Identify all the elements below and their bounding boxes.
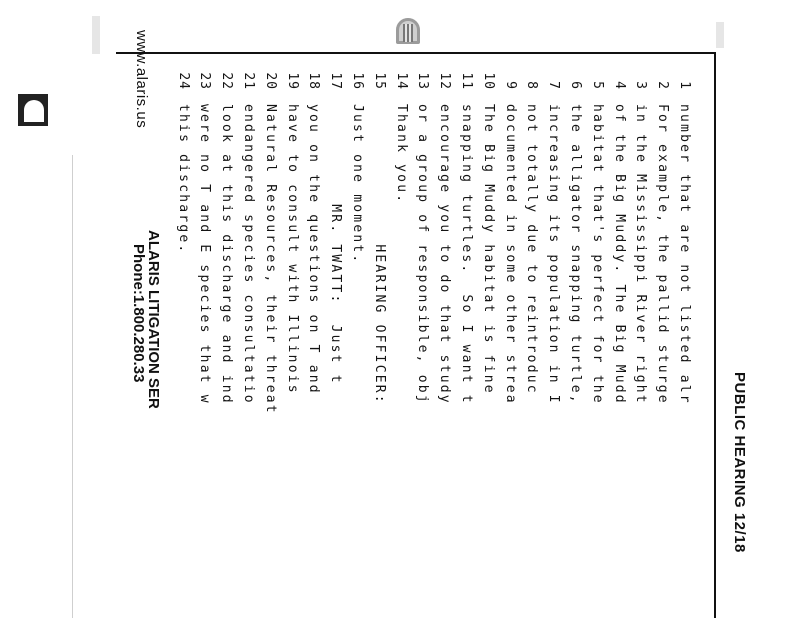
line-text: The Big Muddy habitat is fine bbox=[480, 104, 496, 395]
line-number: 8 bbox=[524, 81, 540, 90]
transcript-line bbox=[673, 60, 695, 405]
transcript-line bbox=[324, 60, 346, 385]
line-text: were no T and E species that w bbox=[197, 104, 213, 405]
line-text: the alligator snapping turtle, bbox=[568, 104, 583, 405]
line-text: you on the questions on T and bbox=[306, 104, 322, 395]
line-number: 22 bbox=[219, 72, 235, 90]
line-number: 21 bbox=[241, 72, 256, 90]
line-number: 20 bbox=[262, 72, 278, 90]
transcript-line bbox=[194, 60, 216, 405]
line-text: this discharge. bbox=[175, 104, 191, 255]
line-text: Natural Resources, their threat bbox=[262, 104, 278, 415]
transcript-line bbox=[172, 60, 194, 254]
line-number: 16 bbox=[350, 72, 365, 90]
page-border-left bbox=[116, 52, 716, 54]
line-number: 4 bbox=[611, 81, 627, 90]
line-number: 2 bbox=[655, 81, 671, 90]
page-header: PUBLIC HEARING 12/18 bbox=[731, 372, 748, 553]
transcript-line bbox=[586, 60, 608, 405]
line-text: Just one moment. bbox=[350, 104, 365, 265]
line-number: 7 bbox=[546, 81, 562, 90]
line-text: or a group of responsible, obj bbox=[415, 104, 431, 405]
transcript-line bbox=[455, 60, 477, 405]
transcript-line bbox=[499, 60, 521, 405]
line-number: 15 bbox=[371, 72, 387, 90]
transcript-line bbox=[390, 60, 412, 204]
transcript-line bbox=[542, 60, 564, 405]
transcript-line bbox=[281, 60, 303, 395]
transcript-line bbox=[433, 60, 455, 405]
line-number: 3 bbox=[633, 81, 649, 90]
line-number: 11 bbox=[459, 72, 474, 90]
line-number: 23 bbox=[197, 72, 213, 90]
transcript-line bbox=[564, 60, 586, 405]
line-number: 17 bbox=[328, 72, 344, 90]
line-number: 18 bbox=[306, 72, 322, 90]
footer-website: www.alaris.us bbox=[133, 30, 150, 129]
line-text: have to consult with Illinois bbox=[284, 104, 300, 395]
line-text: not totally due to reintroduc bbox=[524, 104, 540, 395]
line-number: 19 bbox=[284, 72, 300, 90]
transcript-line bbox=[412, 60, 434, 405]
transcript-line bbox=[630, 60, 652, 405]
line-text: look at this discharge and ind bbox=[219, 104, 235, 405]
line-text: Thank you. bbox=[393, 104, 409, 205]
transcript-line bbox=[651, 60, 673, 405]
line-number: 9 bbox=[502, 81, 518, 90]
line-text: For example, the pallid sturge bbox=[655, 104, 671, 405]
transcript-line bbox=[303, 60, 325, 395]
footer-phone: Phone:1.800.280.33 bbox=[130, 244, 147, 383]
line-text: habitat that's perfect for the bbox=[589, 104, 605, 405]
line-text: number that are not listed alr bbox=[677, 104, 692, 405]
line-number: 13 bbox=[415, 72, 431, 90]
line-text: increasing its population in I bbox=[546, 104, 562, 405]
line-number: 24 bbox=[175, 72, 191, 90]
transcript-line bbox=[237, 60, 259, 405]
transcript-line bbox=[477, 60, 499, 395]
transcript-line bbox=[259, 60, 281, 415]
transcript-line bbox=[608, 60, 630, 405]
line-text: encourage you to do that study bbox=[437, 104, 453, 405]
transcript-line bbox=[521, 60, 543, 395]
line-text: snapping turtles. So I want t bbox=[459, 104, 474, 405]
transcript-sheet bbox=[0, 30, 760, 608]
footer-firm-name: ALARIS LITIGATION SER bbox=[145, 230, 162, 409]
line-text: documented in some other strea bbox=[502, 104, 518, 405]
line-number: 14 bbox=[393, 72, 409, 90]
page-border-top bbox=[715, 52, 717, 618]
line-text: of the Big Muddy. The Big Mudd bbox=[611, 104, 627, 405]
line-text: MR. TWATT: Just t bbox=[328, 104, 344, 385]
line-number: 1 bbox=[677, 81, 692, 90]
transcript-line bbox=[368, 60, 390, 405]
line-number: 6 bbox=[568, 81, 583, 90]
line-number: 5 bbox=[589, 81, 605, 90]
line-text: HEARING OFFICER: bbox=[371, 104, 387, 405]
line-number: 12 bbox=[437, 72, 453, 90]
line-number: 10 bbox=[480, 72, 496, 90]
transcript-line bbox=[346, 60, 368, 264]
line-text: in the Mississippi River right bbox=[633, 104, 649, 405]
line-text: endangered species consultatio bbox=[241, 104, 256, 405]
transcript-line bbox=[215, 60, 237, 405]
